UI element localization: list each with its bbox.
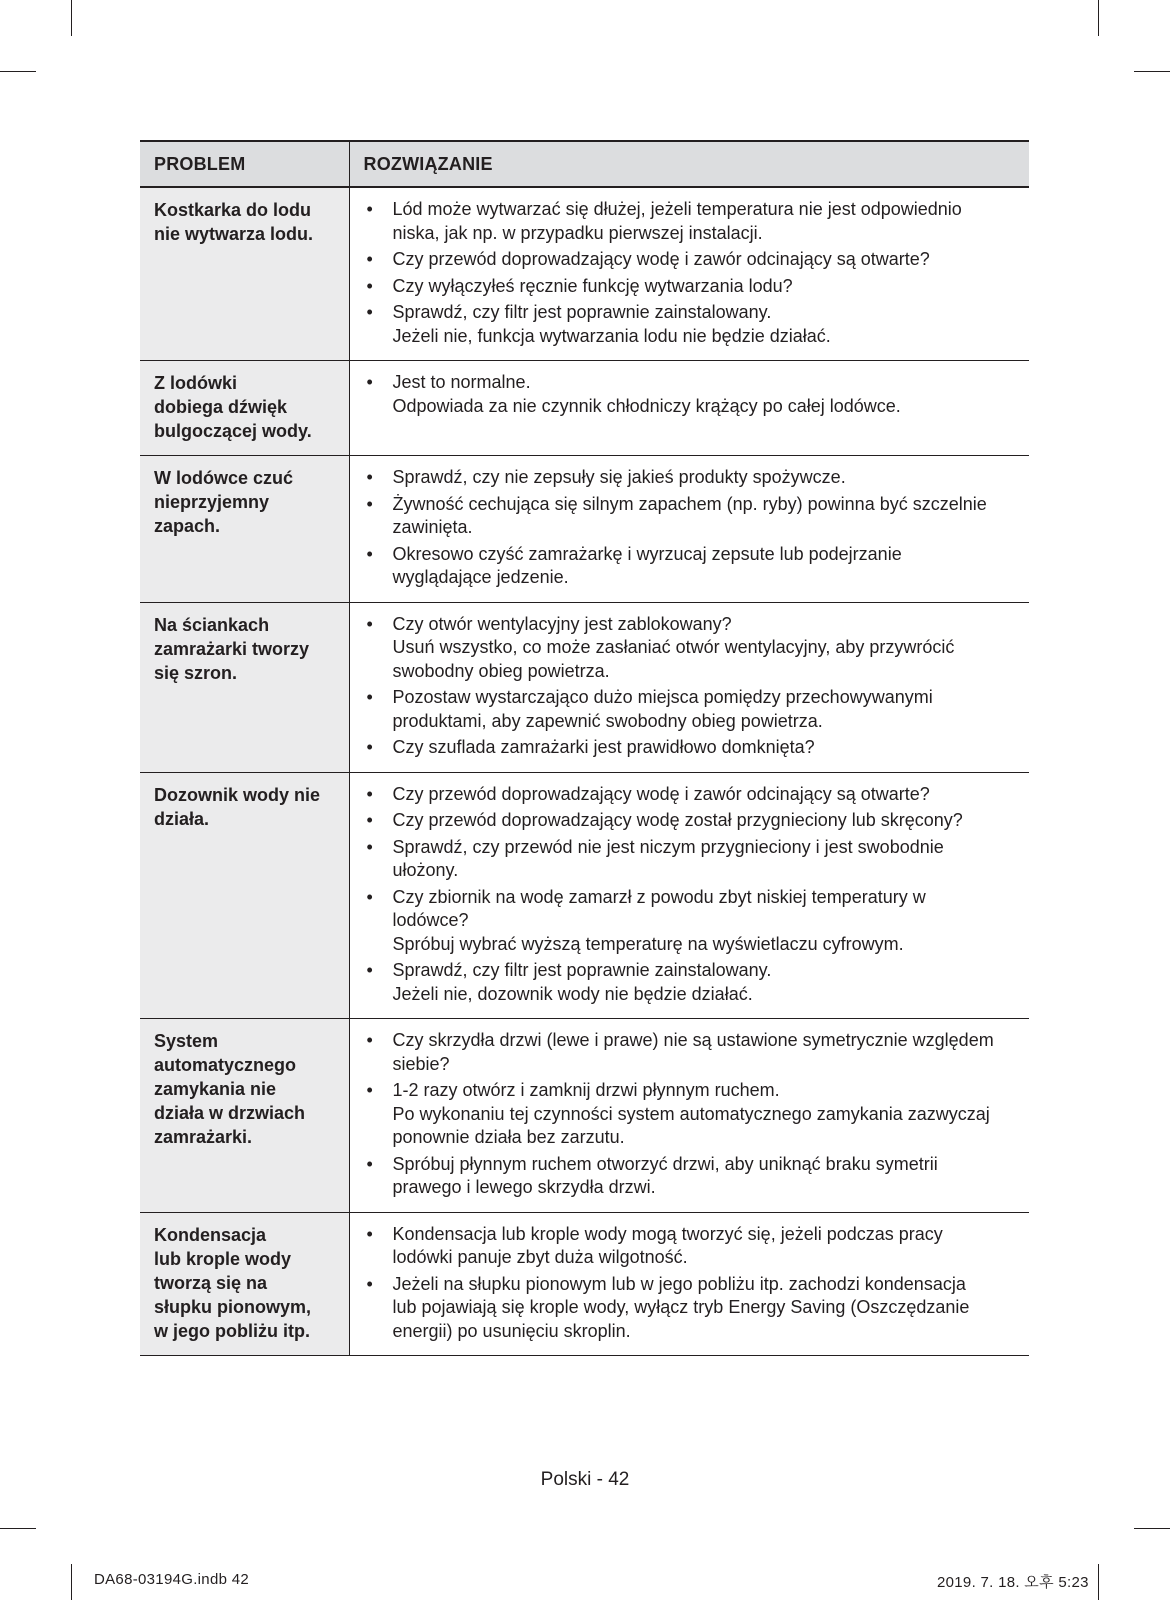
- table-row: [140, 602, 1029, 772]
- solution-text-line: siebie?: [392, 1053, 450, 1074]
- solution-text-line: niska, jak np. w przypadku pierwszej instalacji.: [392, 222, 763, 243]
- solution-item: [364, 686, 1016, 733]
- bullet-icon: •: [366, 1153, 373, 1174]
- bullet-icon: •: [366, 199, 373, 219]
- solution-text-line: Czy otwór wentylacyjny jest zablokowany?: [392, 613, 732, 634]
- problem-text-line: Dozownik wody nie: [154, 784, 321, 805]
- table-row: [140, 772, 1029, 1019]
- print-slug-file: DA68-03194G.indb 42: [94, 1571, 249, 1588]
- bullet-icon: •: [366, 783, 373, 804]
- solution-text-line: Sprawdź, czy filtr jest poprawnie zainstalowany.: [392, 302, 772, 322]
- solution-item: [364, 783, 1016, 807]
- solution-item: [364, 301, 1016, 348]
- solution-text-line: Jest to normalne.: [392, 372, 531, 392]
- solution-item: [364, 959, 1016, 1006]
- solution-item: [364, 248, 1016, 272]
- bullet-icon: •: [366, 1273, 373, 1294]
- crop-mark: [71, 1564, 72, 1600]
- bullet-icon: •: [366, 275, 373, 296]
- solution-text-line: Czy przewód doprowadzający wodę i zawór odcinający są otwarte?: [392, 783, 930, 804]
- problem-text-line: System: [154, 1031, 219, 1051]
- problem-text-line: Kostkarka do lodu: [154, 200, 312, 220]
- solution-text-line: Usuń wszystko, co może zasłaniać otwór wentylacyjny, aby przywrócić: [392, 637, 955, 657]
- solution-text-line: Spróbuj wybrać wyższą temperaturę na wyświetlaczu cyfrowym.: [392, 933, 904, 954]
- bullet-icon: •: [366, 810, 373, 830]
- solution-item: [364, 371, 1016, 418]
- crop-mark: [0, 71, 36, 72]
- problem-cell: [140, 456, 349, 603]
- solution-text-line: Czy wyłączyłeś ręcznie funkcję wytwarzania lodu?: [392, 275, 793, 296]
- table-row: [140, 1019, 1029, 1213]
- solution-list: [364, 1029, 1016, 1200]
- crop-mark: [1134, 71, 1170, 72]
- bullet-icon: •: [366, 372, 373, 392]
- bullet-icon: •: [366, 960, 373, 980]
- solution-cell: [349, 602, 1029, 772]
- problem-cell: [140, 772, 349, 1019]
- bullet-icon: •: [366, 886, 373, 907]
- solution-list: [364, 466, 1016, 590]
- print-slug-timestamp: 2019. 7. 18. 오후 5:23: [937, 1574, 1089, 1591]
- solution-text-line: Odpowiada za nie czynnik chłodniczy krążący po całej lodówce.: [392, 395, 901, 416]
- solution-text-line: Sprawdź, czy nie zepsuły się jakieś produkty spożywcze.: [392, 467, 846, 487]
- solution-list: [364, 371, 1016, 418]
- solution-text-line: Jeżeli na słupku pionowym lub w jego pobliżu itp. zachodzi kondensacja: [392, 1273, 966, 1294]
- solution-text-line: ponownie działa bez zarzutu.: [392, 1127, 625, 1147]
- solution-cell: [349, 1212, 1029, 1356]
- solution-cell: [349, 361, 1029, 456]
- solution-text-line: Sprawdź, czy filtr jest poprawnie zainstalowany.: [392, 960, 772, 980]
- header-solution: ROZWIĄZANIE: [349, 141, 1029, 187]
- solution-item: [364, 275, 1016, 299]
- solution-text-line: Czy przewód doprowadzający wodę został przygnieciony lub skręcony?: [392, 810, 963, 830]
- problem-text-line: nieprzyjemny: [154, 492, 270, 512]
- problem-text-line: się szron.: [154, 662, 238, 683]
- solution-text-line: zawinięta.: [392, 517, 473, 537]
- problem-text-line: nie wytwarza lodu.: [154, 224, 314, 244]
- solution-text-line: prawego i lewego skrzydła drzwi.: [392, 1177, 656, 1197]
- solution-text-line: Spróbuj płynnym ruchem otworzyć drzwi, aby uniknąć braku symetrii: [392, 1153, 938, 1174]
- bullet-icon: •: [366, 1223, 373, 1244]
- solution-item: [364, 543, 1016, 590]
- solution-text-line: Kondensacja lub krople wody mogą tworzyć się, jeżeli podczas pracy: [392, 1223, 943, 1244]
- bullet-icon: •: [366, 737, 373, 757]
- bullet-icon: •: [366, 249, 373, 269]
- solution-text-line: 1-2 razy otwórz i zamknij drzwi płynnym ruchem.: [392, 1080, 780, 1100]
- solution-text-line: Lód może wytwarzać się dłużej, jeżeli temperatura nie jest odpowiednio: [392, 199, 962, 219]
- solution-item: [364, 736, 1016, 760]
- solution-text-line: wyglądające jedzenie.: [392, 567, 569, 587]
- problem-text-line: lub krople wody: [154, 1248, 292, 1269]
- solution-text-line: Okresowo czyść zamrażarkę i wyrzucaj zepsute lub podejrzanie: [392, 543, 902, 564]
- bullet-icon: •: [366, 493, 373, 514]
- solution-text-line: Jeżeli nie, dozownik wody nie będzie działać.: [392, 983, 753, 1004]
- problem-cell: [140, 187, 349, 361]
- solution-item: [364, 466, 1016, 490]
- table-header-row: [140, 141, 1029, 187]
- bullet-icon: •: [366, 836, 373, 857]
- problem-text-line: tworzą się na: [154, 1272, 268, 1293]
- solution-item: [364, 836, 1016, 883]
- bullet-icon: •: [366, 1030, 373, 1050]
- solution-list: [364, 783, 1016, 1007]
- solution-cell: [349, 1019, 1029, 1213]
- problem-text-line: bulgoczącej wody.: [154, 421, 312, 441]
- solution-item: [364, 1029, 1016, 1076]
- crop-mark: [1134, 1528, 1170, 1529]
- solution-text-line: produktami, aby zapewnić swobodny obieg powietrza.: [392, 710, 823, 731]
- problem-text-line: W lodówce czuć: [154, 468, 294, 488]
- problem-text-line: zamykania nie: [154, 1079, 277, 1099]
- table-row: [140, 361, 1029, 456]
- problem-text-line: w jego pobliżu itp.: [154, 1320, 310, 1341]
- solution-item: [364, 1273, 1016, 1344]
- solution-list: [364, 1223, 1016, 1344]
- problem-text-line: dobiega dźwięk: [154, 397, 288, 417]
- table-row: [140, 1212, 1029, 1356]
- bullet-icon: •: [366, 1080, 373, 1100]
- solution-text-line: Pozostaw wystarczająco dużo miejsca pomiędzy przechowywanymi: [392, 687, 933, 707]
- problem-text-line: słupku pionowym,: [154, 1296, 312, 1317]
- solution-item: [364, 886, 1016, 957]
- troubleshooting-table: [140, 140, 1029, 1356]
- solution-text-line: lodówce?: [392, 910, 469, 930]
- solution-item: [364, 613, 1016, 684]
- solution-text-line: ułożony.: [392, 860, 459, 880]
- bullet-icon: •: [366, 613, 373, 634]
- solution-text-line: Czy szuflada zamrażarki jest prawidłowo domknięta?: [392, 737, 815, 757]
- problem-text-line: działa w drzwiach: [154, 1103, 306, 1123]
- bullet-icon: •: [366, 302, 373, 322]
- solution-cell: [349, 187, 1029, 361]
- problem-text-line: Na ściankach: [154, 614, 270, 635]
- problem-cell: [140, 1019, 349, 1213]
- page-number: Polski - 42: [540, 1469, 630, 1490]
- solution-list: [364, 198, 1016, 348]
- solution-text-line: Jeżeli nie, funkcja wytwarzania lodu nie będzie działać.: [392, 325, 831, 346]
- problem-text-line: działa.: [154, 808, 210, 829]
- solution-text-line: Po wykonaniu tej czynności system automatycznego zamykania zazwyczaj: [392, 1103, 990, 1124]
- bullet-icon: •: [366, 543, 373, 564]
- crop-mark: [1098, 1564, 1099, 1600]
- solution-item: [364, 809, 1016, 833]
- problem-text-line: automatycznego: [154, 1055, 297, 1075]
- solution-text-line: Czy skrzydła drzwi (lewe i prawe) nie są ustawione symetrycznie względem: [392, 1030, 994, 1050]
- problem-text-line: zamrażarki.: [154, 1127, 253, 1147]
- solution-cell: [349, 456, 1029, 603]
- solution-item: [364, 198, 1016, 245]
- solution-text-line: Żywność cechująca się silnym zapachem (np. ryby) powinna być szczelnie: [392, 493, 987, 514]
- solution-text-line: Czy przewód doprowadzający wodę i zawór odcinający są otwarte?: [392, 249, 930, 269]
- solution-list: [364, 613, 1016, 760]
- crop-mark: [71, 0, 72, 36]
- problem-cell: [140, 1212, 349, 1356]
- problem-text-line: zapach.: [154, 516, 221, 536]
- crop-mark: [0, 1528, 36, 1529]
- problem-text-line: Kondensacja: [154, 1224, 267, 1245]
- solution-text-line: lub pojawiają się krople wody, wyłącz tryb Energy Saving (Oszczędzanie: [392, 1297, 970, 1317]
- problem-text-line: zamrażarki tworzy: [154, 638, 310, 659]
- bullet-icon: •: [366, 687, 373, 707]
- bullet-icon: •: [366, 467, 373, 487]
- solution-item: [364, 1223, 1016, 1270]
- crop-mark: [1098, 0, 1099, 36]
- solution-text-line: Czy zbiornik na wodę zamarzł z powodu zbyt niskiej temperatury w: [392, 886, 926, 907]
- solution-text-line: lodówki panuje zbyt duża wilgotność.: [392, 1247, 688, 1267]
- problem-cell: [140, 602, 349, 772]
- solution-text-line: Sprawdź, czy przewód nie jest niczym przygnieciony i jest swobodnie: [392, 836, 944, 857]
- header-problem: PROBLEM: [140, 141, 349, 187]
- solution-item: [364, 493, 1016, 540]
- solution-item: [364, 1079, 1016, 1150]
- solution-text-line: swobodny obieg powietrza.: [392, 660, 610, 681]
- solution-text-line: energii) po usunięciu skroplin.: [392, 1320, 631, 1341]
- solution-cell: [349, 772, 1029, 1019]
- table-row: [140, 187, 1029, 361]
- table-row: [140, 456, 1029, 603]
- problem-text-line: Z lodówki: [154, 373, 237, 393]
- solution-item: [364, 1153, 1016, 1200]
- problem-cell: [140, 361, 349, 456]
